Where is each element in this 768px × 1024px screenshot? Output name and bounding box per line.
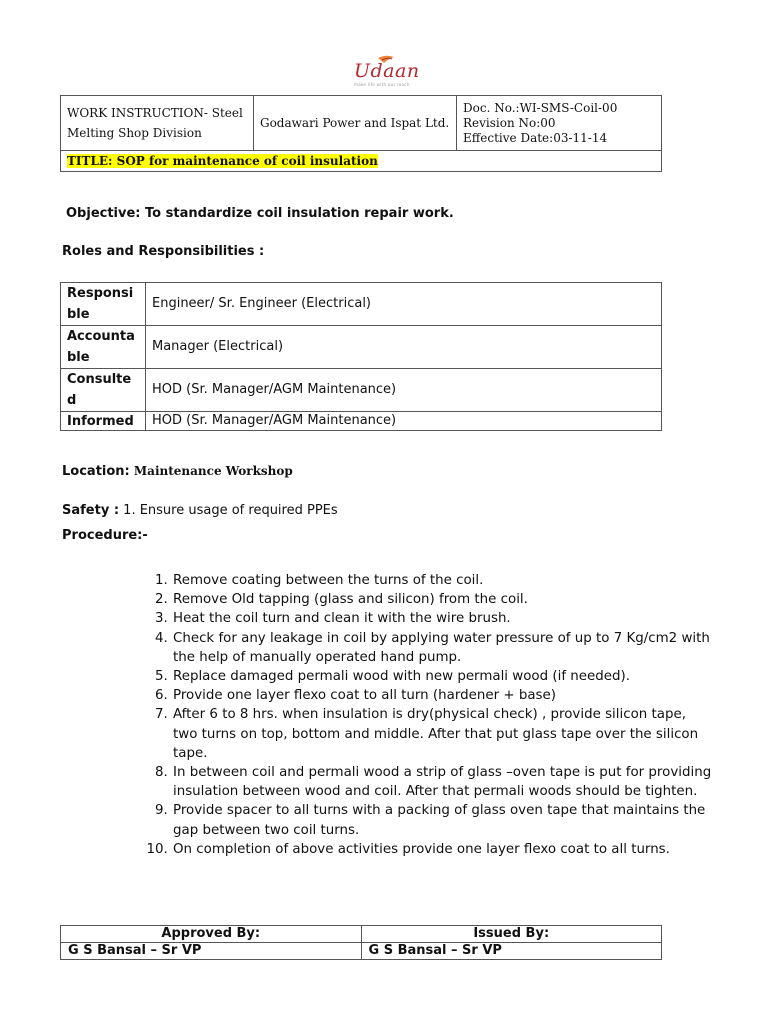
table-row — [61, 283, 662, 326]
work-instruction-cell: WORK INSTRUCTION- Steel Melting Shop Division — [61, 96, 254, 151]
list-item: 6. Provide one layer flexo coat to all turn (hardener + base) — [172, 686, 712, 705]
role-value: HOD (Sr. Manager/AGM Maintenance) — [146, 369, 662, 412]
safety-label: Safety : — [62, 503, 120, 518]
list-item: 7. After 6 to 8 hrs. when insulation is dry(physical check) , provide silicon tape, two turns on top, bottom and middle. After that put glass tape over the silicon tape. — [172, 705, 712, 763]
logo-tagline: make life with our reach — [354, 82, 410, 87]
table-row — [61, 412, 662, 431]
procedure-list — [150, 571, 712, 859]
company-cell: Godawari Power and Ispat Ltd. — [254, 96, 457, 151]
location-label: Location: — [62, 464, 130, 479]
list-item: 1. Remove coating between the turns of the coil. — [172, 571, 712, 590]
doc-number: Doc. No.:WI-SMS-Coil-00 — [463, 100, 618, 115]
signoff-table — [60, 925, 662, 960]
list-item: 5. Replace damaged permali wood with new permali wood (if needed). — [172, 667, 712, 686]
table-row — [61, 369, 662, 412]
list-item: 4. Check for any leakage in coil by applying water pressure of up to 7 Kg/cm2 with the help of manually operated hand pump. — [172, 629, 712, 667]
safety-line — [62, 503, 338, 518]
role-value: Engineer/ Sr. Engineer (Electrical) — [146, 283, 662, 326]
issued-by-name: G S Bansal – Sr VP — [361, 943, 662, 960]
table-row — [61, 326, 662, 369]
role-value: Manager (Electrical) — [146, 326, 662, 369]
procedure-heading: Procedure:- — [62, 528, 148, 543]
objective: Objective: To standardize coil insulation repair work. — [66, 206, 454, 221]
location-line — [62, 464, 293, 479]
list-item: 3. Heat the coil turn and clean it with the wire brush. — [172, 609, 712, 628]
doc-info-cell — [457, 96, 662, 151]
role-key: Informed — [61, 412, 146, 431]
company-logo — [348, 54, 428, 86]
logo-wordmark: Udaan — [354, 60, 420, 82]
list-item: 8. In between coil and permali wood a strip of glass –oven tape is put for providing insulation between wood and coil. After that permali woods should be tighten. — [172, 763, 712, 801]
role-value: HOD (Sr. Manager/AGM Maintenance) — [146, 412, 662, 431]
roles-table — [60, 282, 662, 431]
role-key: Responsible — [61, 283, 146, 326]
list-item: 9. Provide spacer to all turns with a packing of glass oven tape that maintains the gap between two coil turns. — [172, 801, 712, 839]
list-item: 2. Remove Old tapping (glass and silicon) from the coil. — [172, 590, 712, 609]
revision-number: Revision No:00 — [463, 115, 556, 130]
list-item: 10. On completion of above activities provide one layer flexo coat to all turns. — [172, 840, 712, 859]
effective-date: Effective Date:03-11-14 — [463, 130, 608, 145]
document-header-table — [60, 95, 662, 172]
approved-by-name: G S Bansal – Sr VP — [61, 943, 362, 960]
document-title: TITLE: SOP for maintenance of coil insulation — [67, 154, 378, 168]
approved-by-label: Approved By: — [61, 926, 362, 943]
role-key: Consulted — [61, 369, 146, 412]
location-value: Maintenance Workshop — [133, 464, 293, 478]
issued-by-label: Issued By: — [361, 926, 662, 943]
role-key: Accountable — [61, 326, 146, 369]
title-cell — [61, 151, 662, 172]
roles-heading: Roles and Responsibilities : — [62, 244, 265, 259]
safety-value: 1. Ensure usage of required PPEs — [123, 503, 338, 518]
